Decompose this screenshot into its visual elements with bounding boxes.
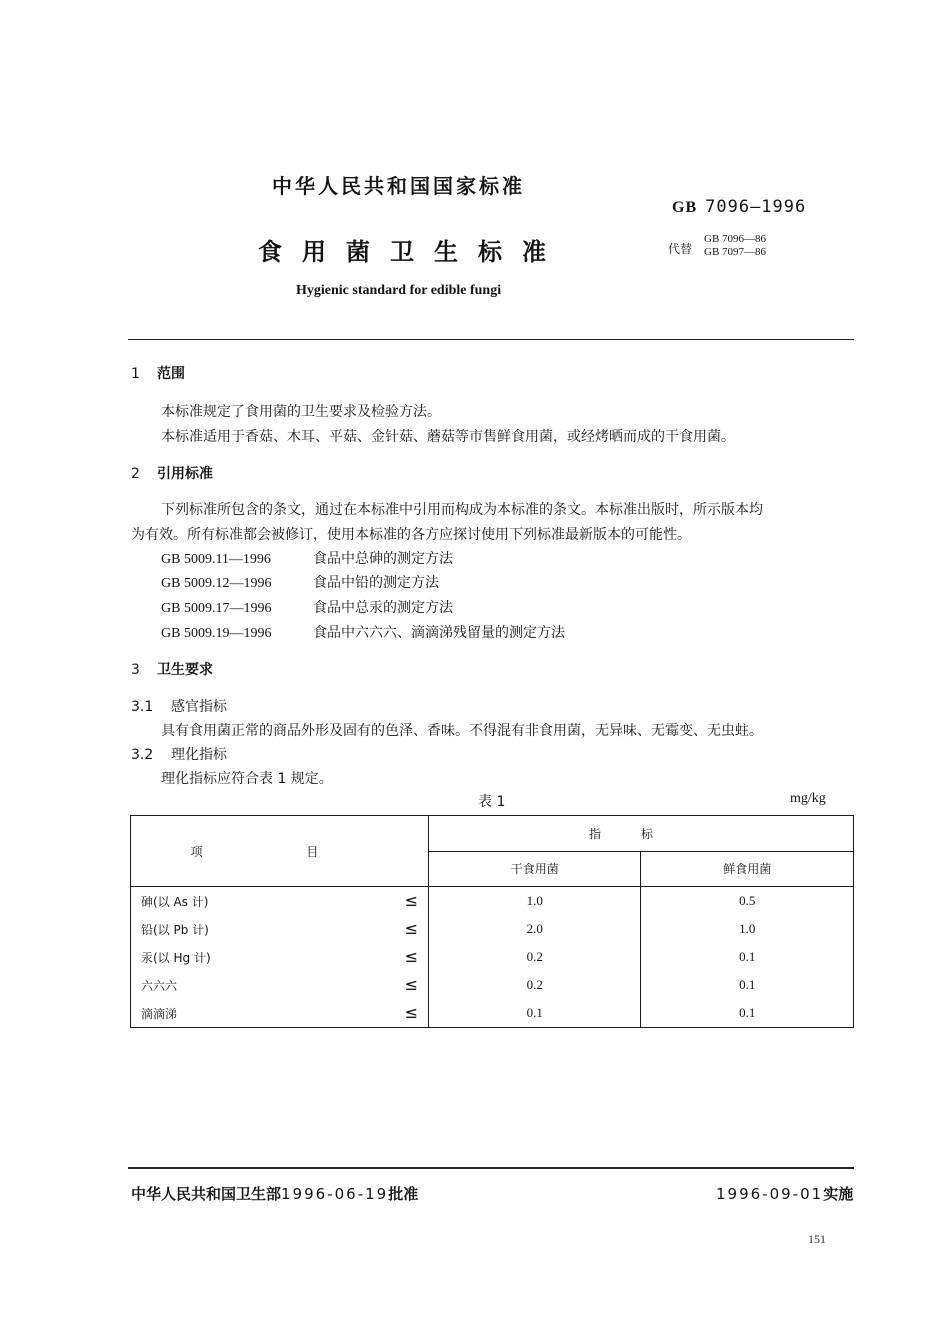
paragraph: 本标准规定了食用菌的卫生要求及检验方法。 (161, 404, 441, 420)
header-index: 指标 (429, 816, 854, 852)
section-number: 1 (131, 366, 140, 382)
org-title: 中华人民共和国国家标准 (272, 174, 525, 198)
row-item (131, 887, 429, 916)
section-number: 3 (131, 662, 140, 678)
subsection-title: 感官指标 (171, 699, 227, 715)
value-dry: 0.2 (429, 971, 641, 999)
value-dry: 1.0 (429, 887, 641, 916)
reference-code: GB 5009.19—1996 (161, 626, 272, 641)
effective-date: 1996-09-01 (716, 1185, 824, 1203)
row-item (131, 971, 429, 999)
reference-item (161, 548, 453, 568)
replaces-list (704, 233, 766, 259)
subsection-3-1-heading (131, 696, 227, 716)
section-number: 2 (131, 466, 140, 482)
table-caption: 表 1 (478, 794, 506, 810)
value-dry: 0.2 (429, 943, 641, 971)
section-title: 范围 (157, 366, 185, 382)
subsection-number: 3.2 (131, 747, 154, 763)
reference-code: GB 5009.17—1996 (161, 601, 272, 616)
replaced-standard: GB 7096—86 (704, 233, 767, 245)
paragraph: 具有食用菌正常的商品外形及固有的色泽、香味。不得混有非食用菌，无异味、无霉变、无虫蛀。 (161, 723, 763, 739)
value-fresh: 0.5 (641, 887, 854, 916)
footer-divider (128, 1167, 854, 1169)
reference-title: 食品中总砷的测定方法 (313, 551, 453, 567)
table-row (131, 915, 854, 943)
paragraph: 本标准适用于香菇、木耳、平菇、金针菇、蘑菇等市售鲜食用菌，或经烤晒而成的干食用菌。 (161, 429, 735, 445)
section-1-heading (131, 363, 185, 383)
subsection-3-2-heading (131, 744, 227, 764)
approve-date: 1996-06-19 (281, 1185, 389, 1203)
table-row (131, 887, 854, 916)
page-number: 151 (808, 1232, 826, 1246)
reference-item (161, 622, 565, 642)
subsection-number: 3.1 (131, 699, 154, 715)
header-dry: 干食用菌 (429, 851, 641, 887)
header-divider (128, 339, 854, 340)
reference-item (161, 572, 439, 592)
value-dry: 0.1 (429, 999, 641, 1028)
standard-title: 食用菌卫生标准 (258, 238, 566, 266)
reference-title: 食品中总汞的测定方法 (313, 600, 453, 616)
paragraph: 理化指标应符合表 1 规定。 (161, 771, 333, 787)
row-item-name: 汞(以 Hg 计) (141, 950, 211, 965)
header-item-label: 项 目 (190, 844, 369, 859)
section-2-heading (131, 463, 213, 483)
paragraph: 下列标准所包含的条文，通过在本标准中引用而构成为本标准的条文。本标准出版时，所示版本均 (161, 502, 763, 518)
issuer-name: 中华人民共和国卫生部 (131, 1185, 282, 1203)
effective-line (716, 1183, 853, 1204)
table-unit: mg/kg (790, 791, 826, 806)
comparison-operator: ≤ (404, 947, 418, 966)
reference-item (161, 597, 453, 617)
header-fresh: 鲜食用菌 (641, 851, 854, 887)
subsection-title: 理化指标 (171, 747, 227, 763)
comparison-operator: ≤ (404, 891, 418, 910)
approve-label: 批准 (388, 1185, 419, 1203)
table-row (131, 999, 854, 1028)
value-fresh: 0.1 (641, 999, 854, 1028)
reference-code: GB 5009.12—1996 (161, 576, 272, 591)
header-item (131, 816, 429, 887)
value-fresh: 0.1 (641, 971, 854, 999)
std-prefix: GB (672, 199, 698, 216)
standard-number (672, 197, 806, 217)
table-row (131, 971, 854, 999)
section-title: 引用标准 (157, 466, 213, 482)
section-3-heading (131, 659, 213, 679)
value-dry: 2.0 (429, 915, 641, 943)
english-title: Hygienic standard for edible fungi (296, 283, 502, 298)
std-number-value: 7096—1996 (705, 197, 807, 217)
paragraph: 为有效。所有标准都会被修订，使用本标准的各方应探讨使用下列标准最新版本的可能性。 (131, 527, 691, 543)
comparison-operator: ≤ (404, 975, 418, 994)
section-title: 卫生要求 (157, 662, 213, 678)
row-item-name: 滴滴涕 (141, 1006, 178, 1021)
comparison-operator: ≤ (404, 1003, 418, 1022)
effective-label: 实施 (823, 1185, 854, 1203)
row-item (131, 943, 429, 971)
row-item-name: 铅(以 Pb 计) (141, 922, 209, 937)
table-row (131, 943, 854, 971)
comparison-operator: ≤ (404, 919, 418, 938)
row-item-name: 六六六 (141, 978, 178, 993)
value-fresh: 1.0 (641, 915, 854, 943)
row-item (131, 915, 429, 943)
reference-title: 食品中六六六、滴滴涕残留量的测定方法 (313, 625, 565, 641)
issuer-line (131, 1183, 418, 1204)
value-fresh: 0.1 (641, 943, 854, 971)
reference-code: GB 5009.11—1996 (161, 552, 271, 567)
row-item (131, 999, 429, 1028)
reference-title: 食品中铅的测定方法 (313, 575, 439, 591)
row-item-name: 砷(以 As 计) (141, 894, 209, 909)
replaced-standard: GB 7097—86 (704, 246, 767, 258)
limits-table (130, 815, 854, 1028)
replaces-label: 代替 (668, 242, 693, 256)
